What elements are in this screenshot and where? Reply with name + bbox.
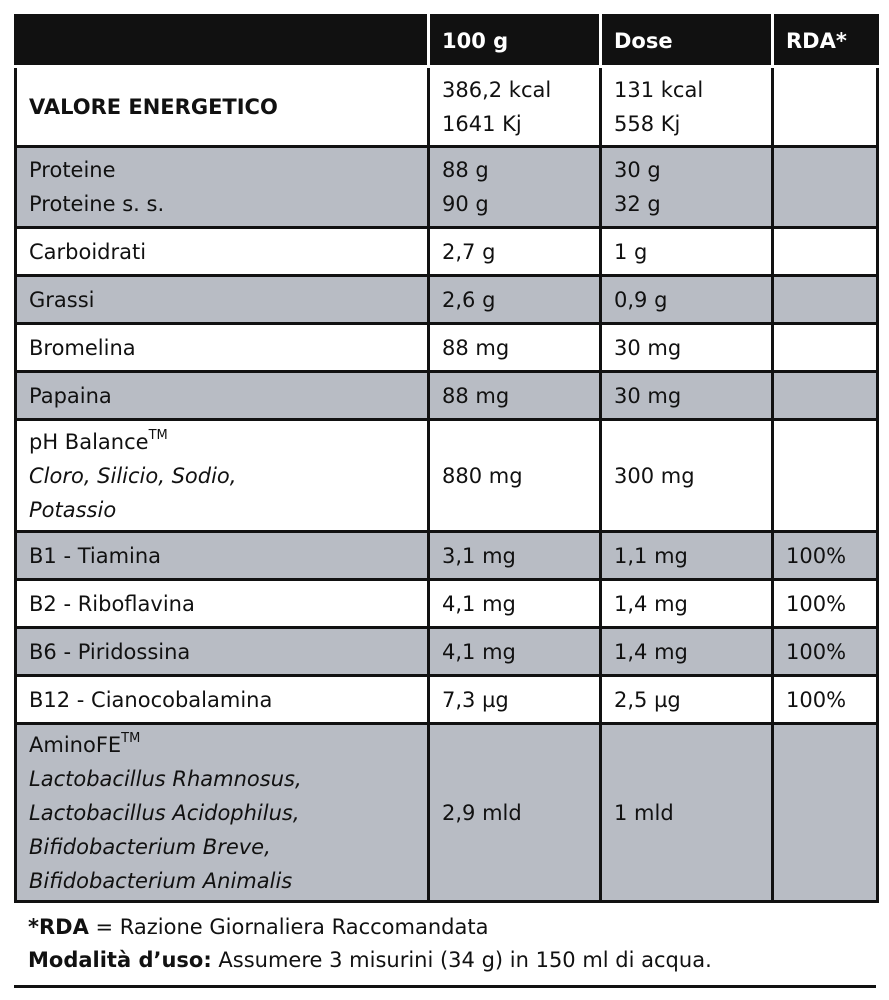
row-dose: 300 mg <box>601 420 773 532</box>
row-name: Bromelina <box>16 324 429 372</box>
trademark-mark: TM <box>148 427 168 443</box>
table-row-aminofe <box>16 724 878 902</box>
row-per100: 880 mg <box>429 420 601 532</box>
row-rda <box>773 67 878 147</box>
table-row-bromelain <box>16 324 878 372</box>
row-per100-proteins: 88 g <box>442 158 489 182</box>
table-row-fats <box>16 276 878 324</box>
table-header-row <box>16 16 878 67</box>
table-row-carbs <box>16 228 878 276</box>
row-sub-line: Lactobacillus Rhamnosus, <box>29 766 302 791</box>
row-name: B6 - Piridossina <box>16 628 429 676</box>
row-name-proteins: Proteine <box>29 158 116 182</box>
row-dose: 2,5 µg <box>601 676 773 724</box>
row-dose <box>601 147 773 228</box>
table-row-ph-balance <box>16 420 878 532</box>
row-name: B12 - Cianocobalamina <box>16 676 429 724</box>
trademark-mark: TM <box>121 730 141 746</box>
row-sub-line: Lactobacillus Acidophilus, <box>29 800 300 825</box>
row-dose: 1,1 mg <box>601 532 773 580</box>
table-row-b1 <box>16 532 878 580</box>
row-name-ph-balance: pH Balance™ <box>29 427 168 454</box>
table-row-b12 <box>16 676 878 724</box>
row-rda <box>773 228 878 276</box>
row-dose: 1,4 mg <box>601 580 773 628</box>
row-rda <box>773 420 878 532</box>
row-name: B1 - Tiamina <box>16 532 429 580</box>
row-sub-line: Bifidobacterium Animalis <box>29 868 293 893</box>
row-per100: 3,1 mg <box>429 532 601 580</box>
row-per100-proteins-ss: 90 g <box>442 192 489 216</box>
row-per100: 2,9 mld <box>429 724 601 902</box>
footnote-rda-text: = Razione Giornaliera Raccomandata <box>88 915 489 939</box>
table-row-b2 <box>16 580 878 628</box>
row-dose: 30 mg <box>601 372 773 420</box>
row-name <box>16 147 429 228</box>
row-dose <box>601 67 773 147</box>
row-dose: 1,4 mg <box>601 628 773 676</box>
row-sub-line: Bifidobacterium Breve, <box>29 834 271 859</box>
row-per100 <box>429 147 601 228</box>
row-name-aminofe: AminoFE™ <box>29 730 141 757</box>
row-dose-kcal: 131 kcal <box>614 77 704 102</box>
row-per100: 88 mg <box>429 372 601 420</box>
row-rda <box>773 372 878 420</box>
row-sub-line: Potassio <box>29 497 117 522</box>
row-rda: 100% <box>773 628 878 676</box>
row-dose-proteins-ss: 32 g <box>614 192 661 216</box>
footnote <box>14 903 876 988</box>
footnote-rda-label: *RDA <box>28 915 89 939</box>
row-dose: 0,9 g <box>601 276 773 324</box>
nutrition-sheet <box>14 14 876 988</box>
row-rda <box>773 324 878 372</box>
row-per100: 4,1 mg <box>429 580 601 628</box>
row-rda <box>773 724 878 902</box>
row-name: B2 - Riboflavina <box>16 580 429 628</box>
row-per100: 7,3 µg <box>429 676 601 724</box>
row-rda: 100% <box>773 580 878 628</box>
row-rda: 100% <box>773 676 878 724</box>
table-row-papain <box>16 372 878 420</box>
row-dose: 30 mg <box>601 324 773 372</box>
header-per-100g: 100 g <box>429 16 601 67</box>
row-per100-kcal: 386,2 kcal <box>442 77 552 102</box>
table-row-b6 <box>16 628 878 676</box>
header-rda: RDA* <box>773 16 878 67</box>
footnote-usage <box>28 944 876 977</box>
row-dose: 1 g <box>601 228 773 276</box>
row-rda <box>773 276 878 324</box>
row-rda: 100% <box>773 532 878 580</box>
row-per100: 2,6 g <box>429 276 601 324</box>
row-per100: 4,1 mg <box>429 628 601 676</box>
row-dose-proteins: 30 g <box>614 158 661 182</box>
row-name: Carboidrati <box>16 228 429 276</box>
row-name: VALORE ENERGETICO <box>16 67 429 147</box>
row-per100-kj: 1641 Kj <box>442 111 522 136</box>
row-dose: 1 mld <box>601 724 773 902</box>
table-row-energy <box>16 67 878 147</box>
row-dose-kj: 558 Kj <box>614 111 681 136</box>
row-per100 <box>429 67 601 147</box>
row-sub-line: Cloro, Silicio, Sodio, <box>29 463 237 488</box>
table-row-proteins <box>16 147 878 228</box>
footnote-usage-text: Assumere 3 misurini (34 g) in 150 ml di acqua. <box>211 948 712 972</box>
row-name: Grassi <box>16 276 429 324</box>
footnote-rda <box>28 911 876 944</box>
row-name-proteins-ss: Proteine s. s. <box>29 192 165 216</box>
row-rda <box>773 147 878 228</box>
row-name <box>16 420 429 532</box>
header-dose: Dose <box>601 16 773 67</box>
header-nutrient <box>16 16 429 67</box>
footnote-usage-label: Modalità d’uso: <box>28 948 212 972</box>
nutrition-table <box>14 14 879 903</box>
row-name: Papaina <box>16 372 429 420</box>
row-name <box>16 724 429 902</box>
row-per100: 88 mg <box>429 324 601 372</box>
row-per100: 2,7 g <box>429 228 601 276</box>
